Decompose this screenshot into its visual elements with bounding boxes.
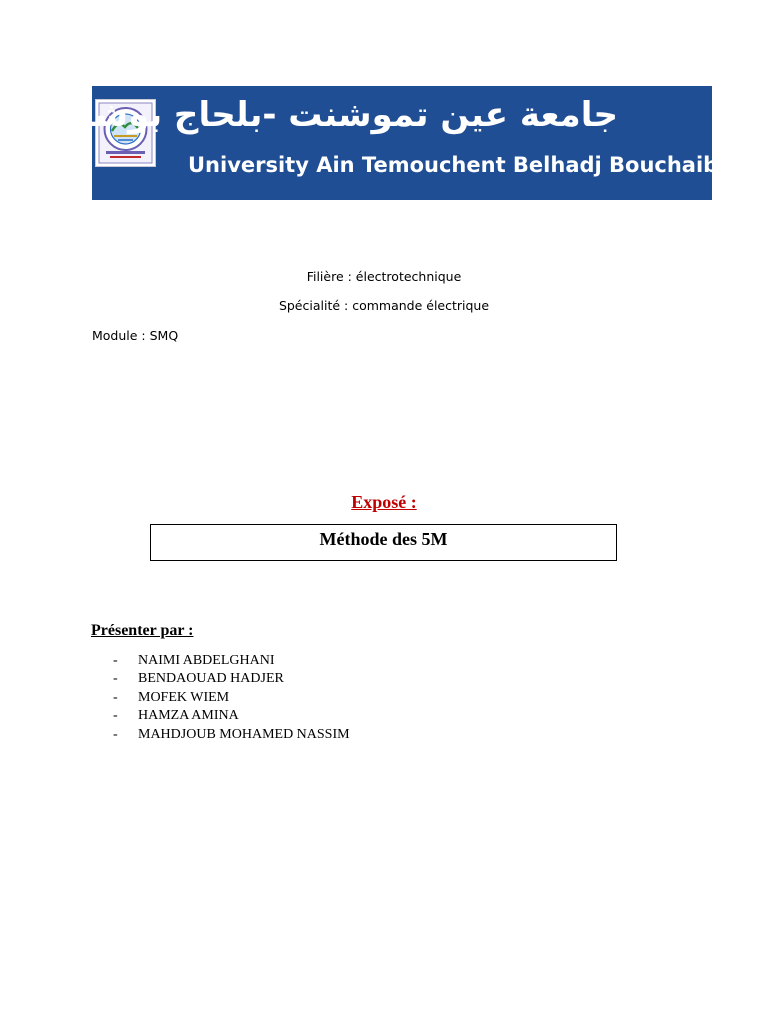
english-university-name: University Ain Temouchent Belhadj Bouchaib (188, 153, 719, 177)
presenter-name: MAHDJOUB MOHAMED NASSIM (138, 726, 350, 742)
presenter-name: NAIMI ABDELGHANI (138, 653, 275, 668)
bullet-dash: - (113, 653, 118, 668)
specialite-line: Spécialité : commande électrique (278, 298, 490, 313)
module-line: Module : SMQ (92, 328, 179, 343)
presenter-item (113, 707, 350, 725)
presenter-name: HAMZA AMINA (138, 708, 239, 724)
filiere-line: Filière : électrotechnique (306, 269, 462, 284)
arabic-university-name: جامعة عين تموشنت -بلحاج بوشعيب (25, 95, 618, 135)
presenter-list (113, 652, 350, 744)
presenter-name: MOFEK WIEM (138, 689, 230, 705)
presenter-name: BENDAOUAD HADJER (138, 671, 284, 687)
bullet-dash: - (113, 671, 118, 687)
bullet-dash: - (113, 689, 118, 705)
university-banner (25, 86, 719, 200)
bullet-dash: - (113, 708, 118, 724)
presented-by-label: Présenter par : (91, 622, 194, 639)
presenter-item (113, 689, 350, 707)
presenter-item (113, 670, 350, 688)
presenter-item (113, 726, 350, 744)
expose-label: Exposé : (351, 492, 417, 512)
bullet-dash: - (113, 726, 118, 742)
subject-box (150, 524, 617, 561)
presenter-item (113, 652, 350, 670)
subject-title: Méthode des 5M (319, 529, 448, 549)
